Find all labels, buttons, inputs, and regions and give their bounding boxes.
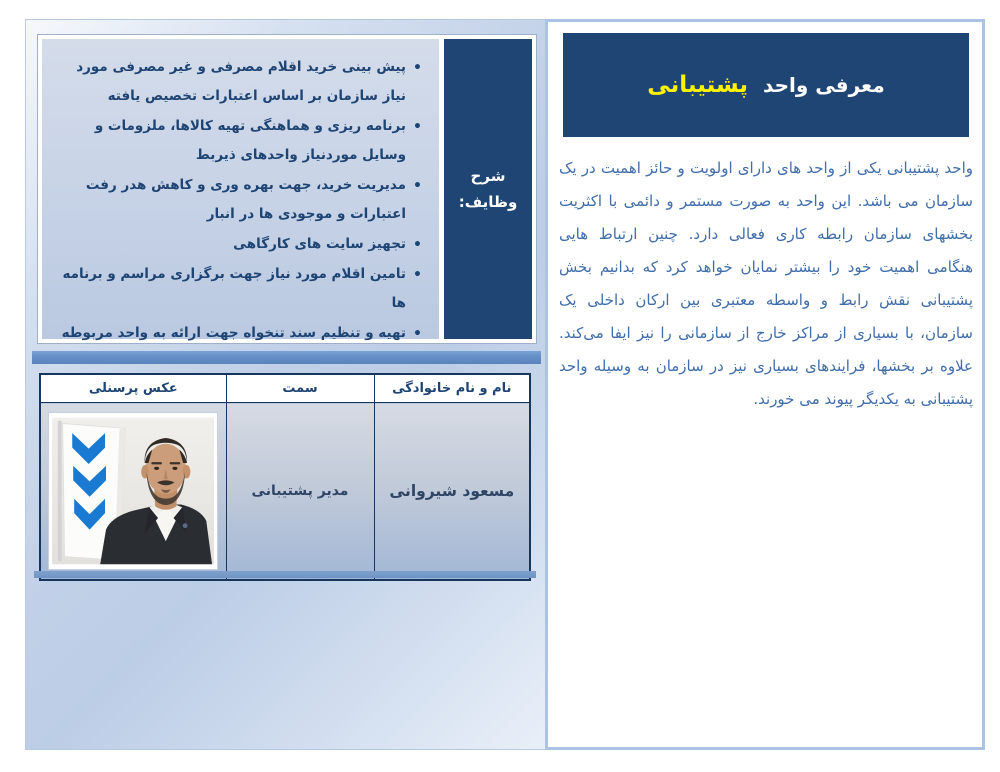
header-position: سمت: [226, 374, 374, 403]
duty-item: [52, 319, 423, 348]
duties-box: [37, 34, 537, 344]
duty-item-text: برنامه ریزی و هماهنگی تهیه کالاها، ملزومات و وسایل موردنیاز واحدهای ذیربط: [94, 118, 406, 164]
staff-name: مسعود شیروانی: [374, 403, 530, 581]
duties-label-line1: شرح: [470, 167, 506, 185]
staff-photo-cell: [40, 403, 226, 581]
header-personnel-photo: عکس پرسنلی: [40, 374, 226, 403]
staff-portrait-image: [52, 416, 214, 566]
table-shadow: [34, 571, 536, 578]
table-header-row: [40, 374, 530, 403]
table-row: [40, 403, 530, 581]
intro-paragraph: واحد پشتیبانی یکی از واحد های دارای اولویت و حائز اهمیت در یک سازمان می باشد. این واحد به صورت مستمر و دائمی با اکثریت بخشهای سازمان رابطه کاری فعالی دارد. چنین ارتباط هایی هنگامی اهمیت خود را بیشتر نمایان خواهد کرد که بدانیم بخش پشتیبانی نقش رابط و واسطه معتبری بین ارکان داخلی یک سازمان، با بسیاری از مراکز خارج از سازمانی را نیز ایفا می‌کند. علاوه بر بخشها، فرایندهای بسیاری نیز در سازمان به وسیله واحد پشتیبانی به یکدیگر پیوند می خورند.: [559, 159, 973, 408]
unit-title-banner: [563, 33, 969, 137]
duty-item-text: تامین اقلام مورد نیاز جهت برگزاری مراسم و برنامه ها: [62, 266, 406, 312]
duties-list: [42, 39, 439, 342]
staff-table: [39, 373, 531, 581]
duty-item: [52, 260, 423, 318]
duty-item: [52, 112, 423, 170]
duty-item-text: تجهیز سایت های کارگاهی: [233, 236, 406, 253]
duties-label-line2: وظایف:: [458, 193, 518, 211]
title-unit-name: پشتیبانی: [647, 72, 749, 98]
staff-position: مدیر پشتیبانی: [226, 403, 374, 581]
intro-panel: [545, 19, 985, 750]
duty-item: [52, 53, 423, 111]
flag-pole: [58, 421, 62, 562]
staff-photo: [49, 413, 217, 569]
duty-item-text: تهیه و تنظیم سند تنخواه جهت ارائه به واحد مربوطه: [61, 325, 406, 342]
duty-item-text: پیش بینی خرید اقلام مصرفی و غیر مصرفی مورد نیاز سازمان بر اساس اعتبارات تخصیص یافته: [76, 59, 406, 105]
duty-item: [52, 230, 423, 259]
divider-bar: [32, 351, 541, 364]
header-full-name: نام و نام خانوادگی: [374, 374, 530, 403]
duties-label: [444, 39, 532, 339]
duty-item: [52, 171, 423, 229]
duty-item-text: مدیریت خرید، جهت بهره وری و کاهش هدر رفت اعتبارات و موجودی ها در انبار: [85, 177, 406, 223]
duties-panel: [25, 19, 547, 750]
title-prefix: معرفی واحد: [763, 73, 885, 97]
